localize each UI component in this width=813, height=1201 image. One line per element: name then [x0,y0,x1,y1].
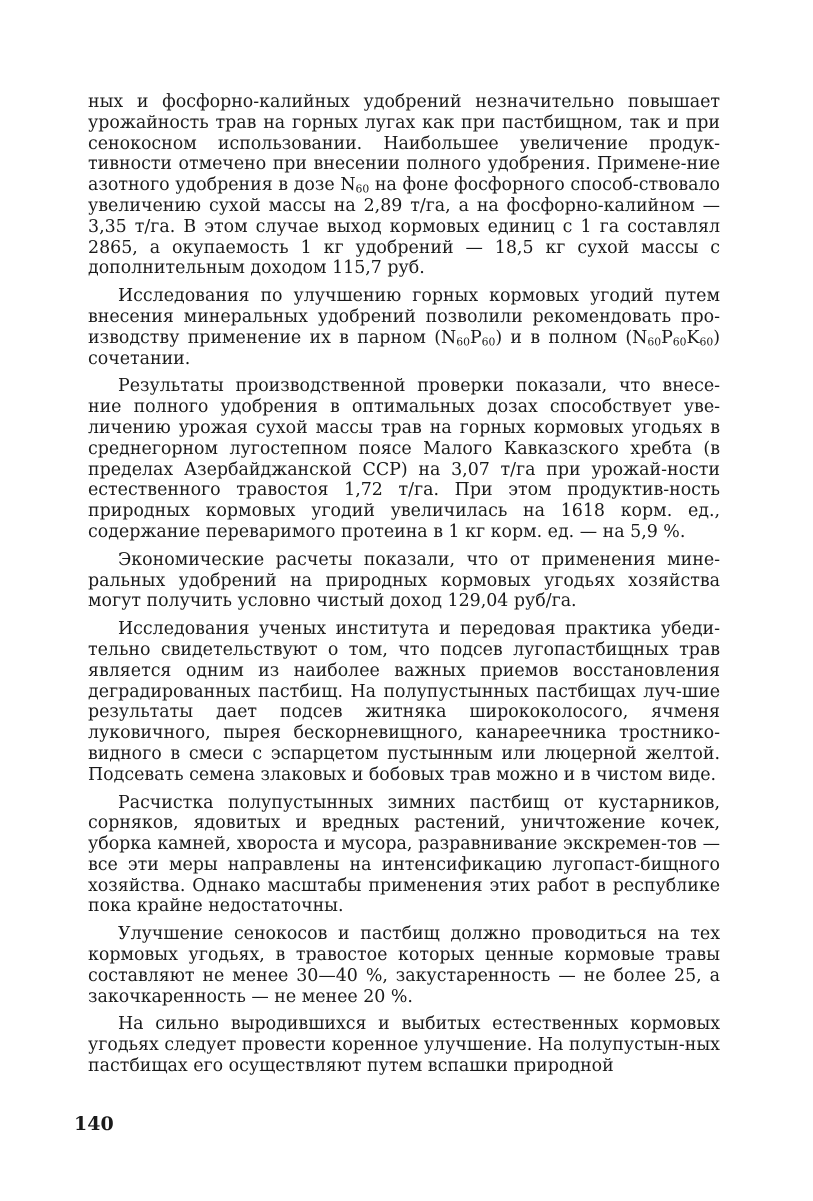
text-segment: Расчистка полупустынных зимних пастбищ от кустарников, сорняков, ядовитых и вредных растений, уничтожение кочек, уборка камней, хвороста и мусора, разравнивание экскремен-тов — все эти меры направлены на интенсификацию лугопаст-бищного хозяйства. Однако масштабы применения этих работ в республике пока крайне недостаточны. [88,792,720,917]
paragraph-5 [88,619,720,785]
paragraph-7 [88,924,720,1007]
text-segment: на фоне фосфорного способ-ствовало увеличению сухой массы на 2,89 т/га, а на фосфорно-калийном — 3,35 т/га. В этом случае выход кормовых единиц с 1 га составлял 2865, а окупаемость 1 кг удобрений — 18,5 кг сухой массы с дополнительным доходом 115,7 руб. [88,175,721,279]
paragraph-3 [88,376,720,542]
paragraph-4 [88,550,720,612]
paragraph-2 [88,286,720,369]
dose-subscript: 60 [456,335,470,349]
paragraph-1 [88,92,720,279]
page-number: 140 [74,1113,114,1135]
chemical-formula [441,328,495,348]
paragraph-8 [88,1014,720,1076]
element-symbol: P [661,327,673,348]
dose-subscript: 60 [647,335,662,349]
element-symbol: N [632,327,648,348]
dose-subscript: 60 [481,335,496,349]
element-symbol: K [686,327,700,348]
text-segment: Результаты производственной проверки показали, что внесе-ние полного удобрения в оптимальных дозах способствует уве-личению урожая сухой массы трав на горных кормовых угодьях в среднегорном лугостепном поясе Малого Кавказского хребта (в пределах Азербайджанской ССР) на 3,07 т/га при урожай-ности естественного травостоя 1,72 т/га. При этом продуктив-ность природных кормовых угодий увеличилась на 1618 корм. ед., содержание переваримого протеина в 1 кг корм. ед. — на 5,9 %. [88,376,720,542]
chemical-formula [340,175,369,195]
page-body [88,92,720,1084]
text-segment: ) и в полном ( [495,327,633,348]
text-segment: ных и фосфорно-калийных удобрений незначительно повышает урожайность трав на горных лугах как при пастбищном, так и при сенокосном использовании. Наибольшее увеличение продук-тивности отмечено при внесении полного удобрения. Примене-ние азотного удобрения в дозе [88,92,720,196]
text-segment: На сильно выродившихся и выбитых естественных кормовых угодьях следует провести коренное улучшение. На полупустын-ных пастбищах его осуществляют путем вспашки природной [88,1014,720,1077]
element-symbol: P [469,327,482,348]
chemical-formula [632,328,713,348]
dose-subscript: 60 [672,335,687,349]
element-symbol: N [441,327,457,348]
text-segment: Исследования ученых института и передовая практика убеди-тельно свидетельствуют о том, что подсев лугопастбищных трав является одним из наиболее важных приемов восстановления деградированных пастбищ. На полупустынных пастбищах луч-шие результаты дает подсев житняка ширококолосого, ячменя луковичного, пырея бескорневищного, канареечника тростнико-видного в смеси с эспарцетом пустынным или люцерной желтой. Подсевать семена злаковых и бобовых трав можно и в чистом виде. [88,619,720,785]
text-segment: ) сочетании. [88,327,720,369]
paragraph-6 [88,793,720,918]
text-segment: Улучшение сенокосов и пастбищ должно проводиться на тех кормовых угодьях, в травостое которых ценные кормовые травы составляют не менее 30—40 %, закустаренность — не более 25, а закочкаренность — не менее 20 %. [88,924,720,1007]
text-segment: Экономические расчеты показали, что от применения мине-ральных удобрений на природных кормовых угодьях хозяйства могут получить условно чистый доход 129,04 руб/га. [88,549,720,612]
dose-subscript: 60 [355,182,370,196]
text-segment: Исследования по улучшению горных кормовых угодий путем внесения минеральных удобрений позволили рекомендовать про-изводству применение их в парном ( [88,286,720,348]
dose-subscript: 60 [699,335,714,349]
element-symbol: N [340,175,356,196]
